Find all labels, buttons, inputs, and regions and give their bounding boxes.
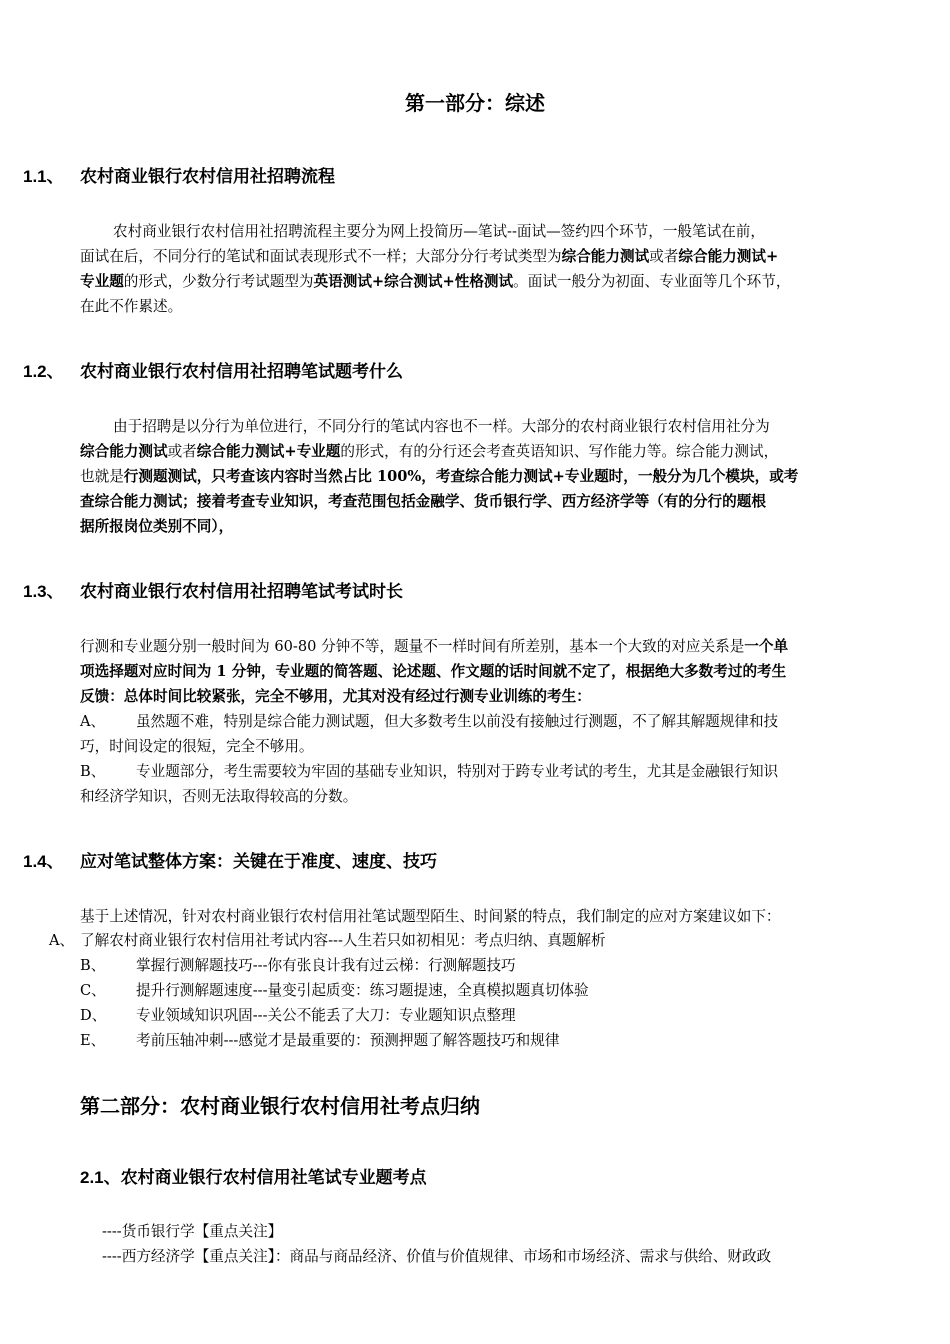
list-item: A、 了解农村商业银行农村信用社考试内容---人生若只如初相见：考点归纳、真题解析 bbox=[49, 928, 606, 953]
paragraph-line: 也就是行测题测试，只考查该内容时当然占比 100%，考查综合能力测试+专业题时，一般分为几个模块，或考 bbox=[80, 468, 799, 485]
section-number: 1.3、 bbox=[23, 582, 64, 601]
list-marker: A、 bbox=[80, 713, 106, 730]
section-number: 1.4、 bbox=[23, 852, 64, 871]
paragraph-line: 和经济学知识，否则无法取得较高的分数。 bbox=[80, 788, 358, 805]
list-item: ----西方经济学【重点关注】：商品与商品经济、价值与价值规律、市场和市场经济、需求与供给、财政政 bbox=[102, 1248, 772, 1265]
list-marker: E、 bbox=[80, 1032, 106, 1049]
paragraph-line: 农村商业银行农村信用社招聘流程主要分为网上投简历—笔试--面试—签约四个环节，一般笔试在前， bbox=[113, 223, 765, 240]
section-title: 农村商业银行农村信用社招聘笔试考试时长 bbox=[80, 582, 403, 601]
list-item: C、 提升行测解题速度---量变引起质变：练习题提速，全真模拟题真切体验 bbox=[80, 978, 589, 1003]
part-title: 第一部分：综述 bbox=[405, 93, 545, 115]
list-marker: D、 bbox=[80, 1007, 107, 1024]
list-item: B、 专业题部分，考生需要较为牢固的基础专业知识，特别对于跨专业考试的考生，尤其是金融银行知识 bbox=[80, 759, 778, 784]
paragraph-line: 由于招聘是以分行为单位进行，不同分行的笔试内容也不一样。大部分的农村商业银行农村信用社分为 bbox=[113, 418, 770, 435]
part-2-title: 第二部分：农村商业银行农村信用社考点归纳 bbox=[80, 1096, 480, 1118]
section-heading-2-1: 2.1、农村商业银行农村信用社笔试专业题考点 bbox=[80, 1168, 427, 1187]
paragraph-line: 巧，时间设定的很短，完全不够用。 bbox=[80, 738, 314, 755]
paragraph-line: 项选择题对应时间为 1 分钟，专业题的简答题、论述题、作文题的话时间就不定了，根据绝大多数考过的考生 bbox=[80, 663, 787, 680]
paragraph-line: 行测和专业题分别一般时间为 60-80 分钟不等，题量不一样时间有所差别，基本一个大致的对应关系是一个单 bbox=[80, 638, 789, 655]
section-number: 1.2、 bbox=[23, 362, 64, 381]
section-heading-1-1 bbox=[23, 162, 335, 187]
paragraph-line: 基于上述情况，针对农村商业银行农村信用社笔试题型陌生、时间紧的特点，我们制定的应对方案建议如下： bbox=[80, 908, 781, 925]
list-item: A、 虽然题不难，特别是综合能力测试题，但大多数考生以前没有接触过行测题，不了解其解题规律和技 bbox=[80, 709, 778, 734]
section-title: 农村商业银行农村信用社招聘流程 bbox=[80, 167, 335, 186]
list-item: D、 专业领域知识巩固---关公不能丢了大刀：专业题知识点整理 bbox=[80, 1003, 516, 1028]
list-marker: B、 bbox=[80, 763, 106, 780]
list-item: B、 掌握行测解题技巧---你有张良计我有过云梯：行测解题技巧 bbox=[80, 953, 516, 978]
section-heading-1-3 bbox=[23, 577, 403, 602]
list-marker: B、 bbox=[80, 957, 106, 974]
list-marker: C、 bbox=[80, 982, 106, 999]
paragraph-line: 据所报岗位类别不同）， bbox=[80, 518, 234, 535]
list-item: ----货币银行学【重点关注】 bbox=[102, 1223, 283, 1240]
paragraph-line: 综合能力测试或者综合能力测试+专业题的形式，有的分行还会考查英语知识、写作能力等。综合能力测试， bbox=[80, 443, 779, 460]
paragraph-line: 在此不作累述。 bbox=[80, 298, 183, 315]
list-item: E、 考前压轴冲刺---感觉才是最重要的：预测押题了解答题技巧和规律 bbox=[80, 1028, 559, 1053]
paragraph-line: 反馈：总体时间比较紧张，完全不够用，尤其对没有经过行测专业训练的考生： bbox=[80, 688, 591, 705]
section-heading-1-2 bbox=[23, 357, 403, 382]
paragraph-line: 专业题的形式，少数分行考试题型为英语测试+综合测试+性格测试。面试一般分为初面、专业面等几个环节， bbox=[80, 273, 791, 290]
section-number: 1.1、 bbox=[23, 167, 64, 186]
section-title: 农村商业银行农村信用社招聘笔试题考什么 bbox=[80, 362, 403, 381]
list-marker: A、 bbox=[49, 932, 75, 949]
paragraph-line: 面试在后，不同分行的笔试和面试表现形式不一样；大部分分行考试类型为综合能力测试或者综合能力测试+ bbox=[80, 248, 779, 265]
section-heading-1-4 bbox=[23, 847, 437, 872]
paragraph-line: 查综合能力测试；接着考查专业知识，考查范围包括金融学、货币银行学、西方经济学等（有的分行的题根 bbox=[80, 493, 766, 510]
section-title: 应对笔试整体方案：关键在于准度、速度、技巧 bbox=[80, 852, 437, 871]
